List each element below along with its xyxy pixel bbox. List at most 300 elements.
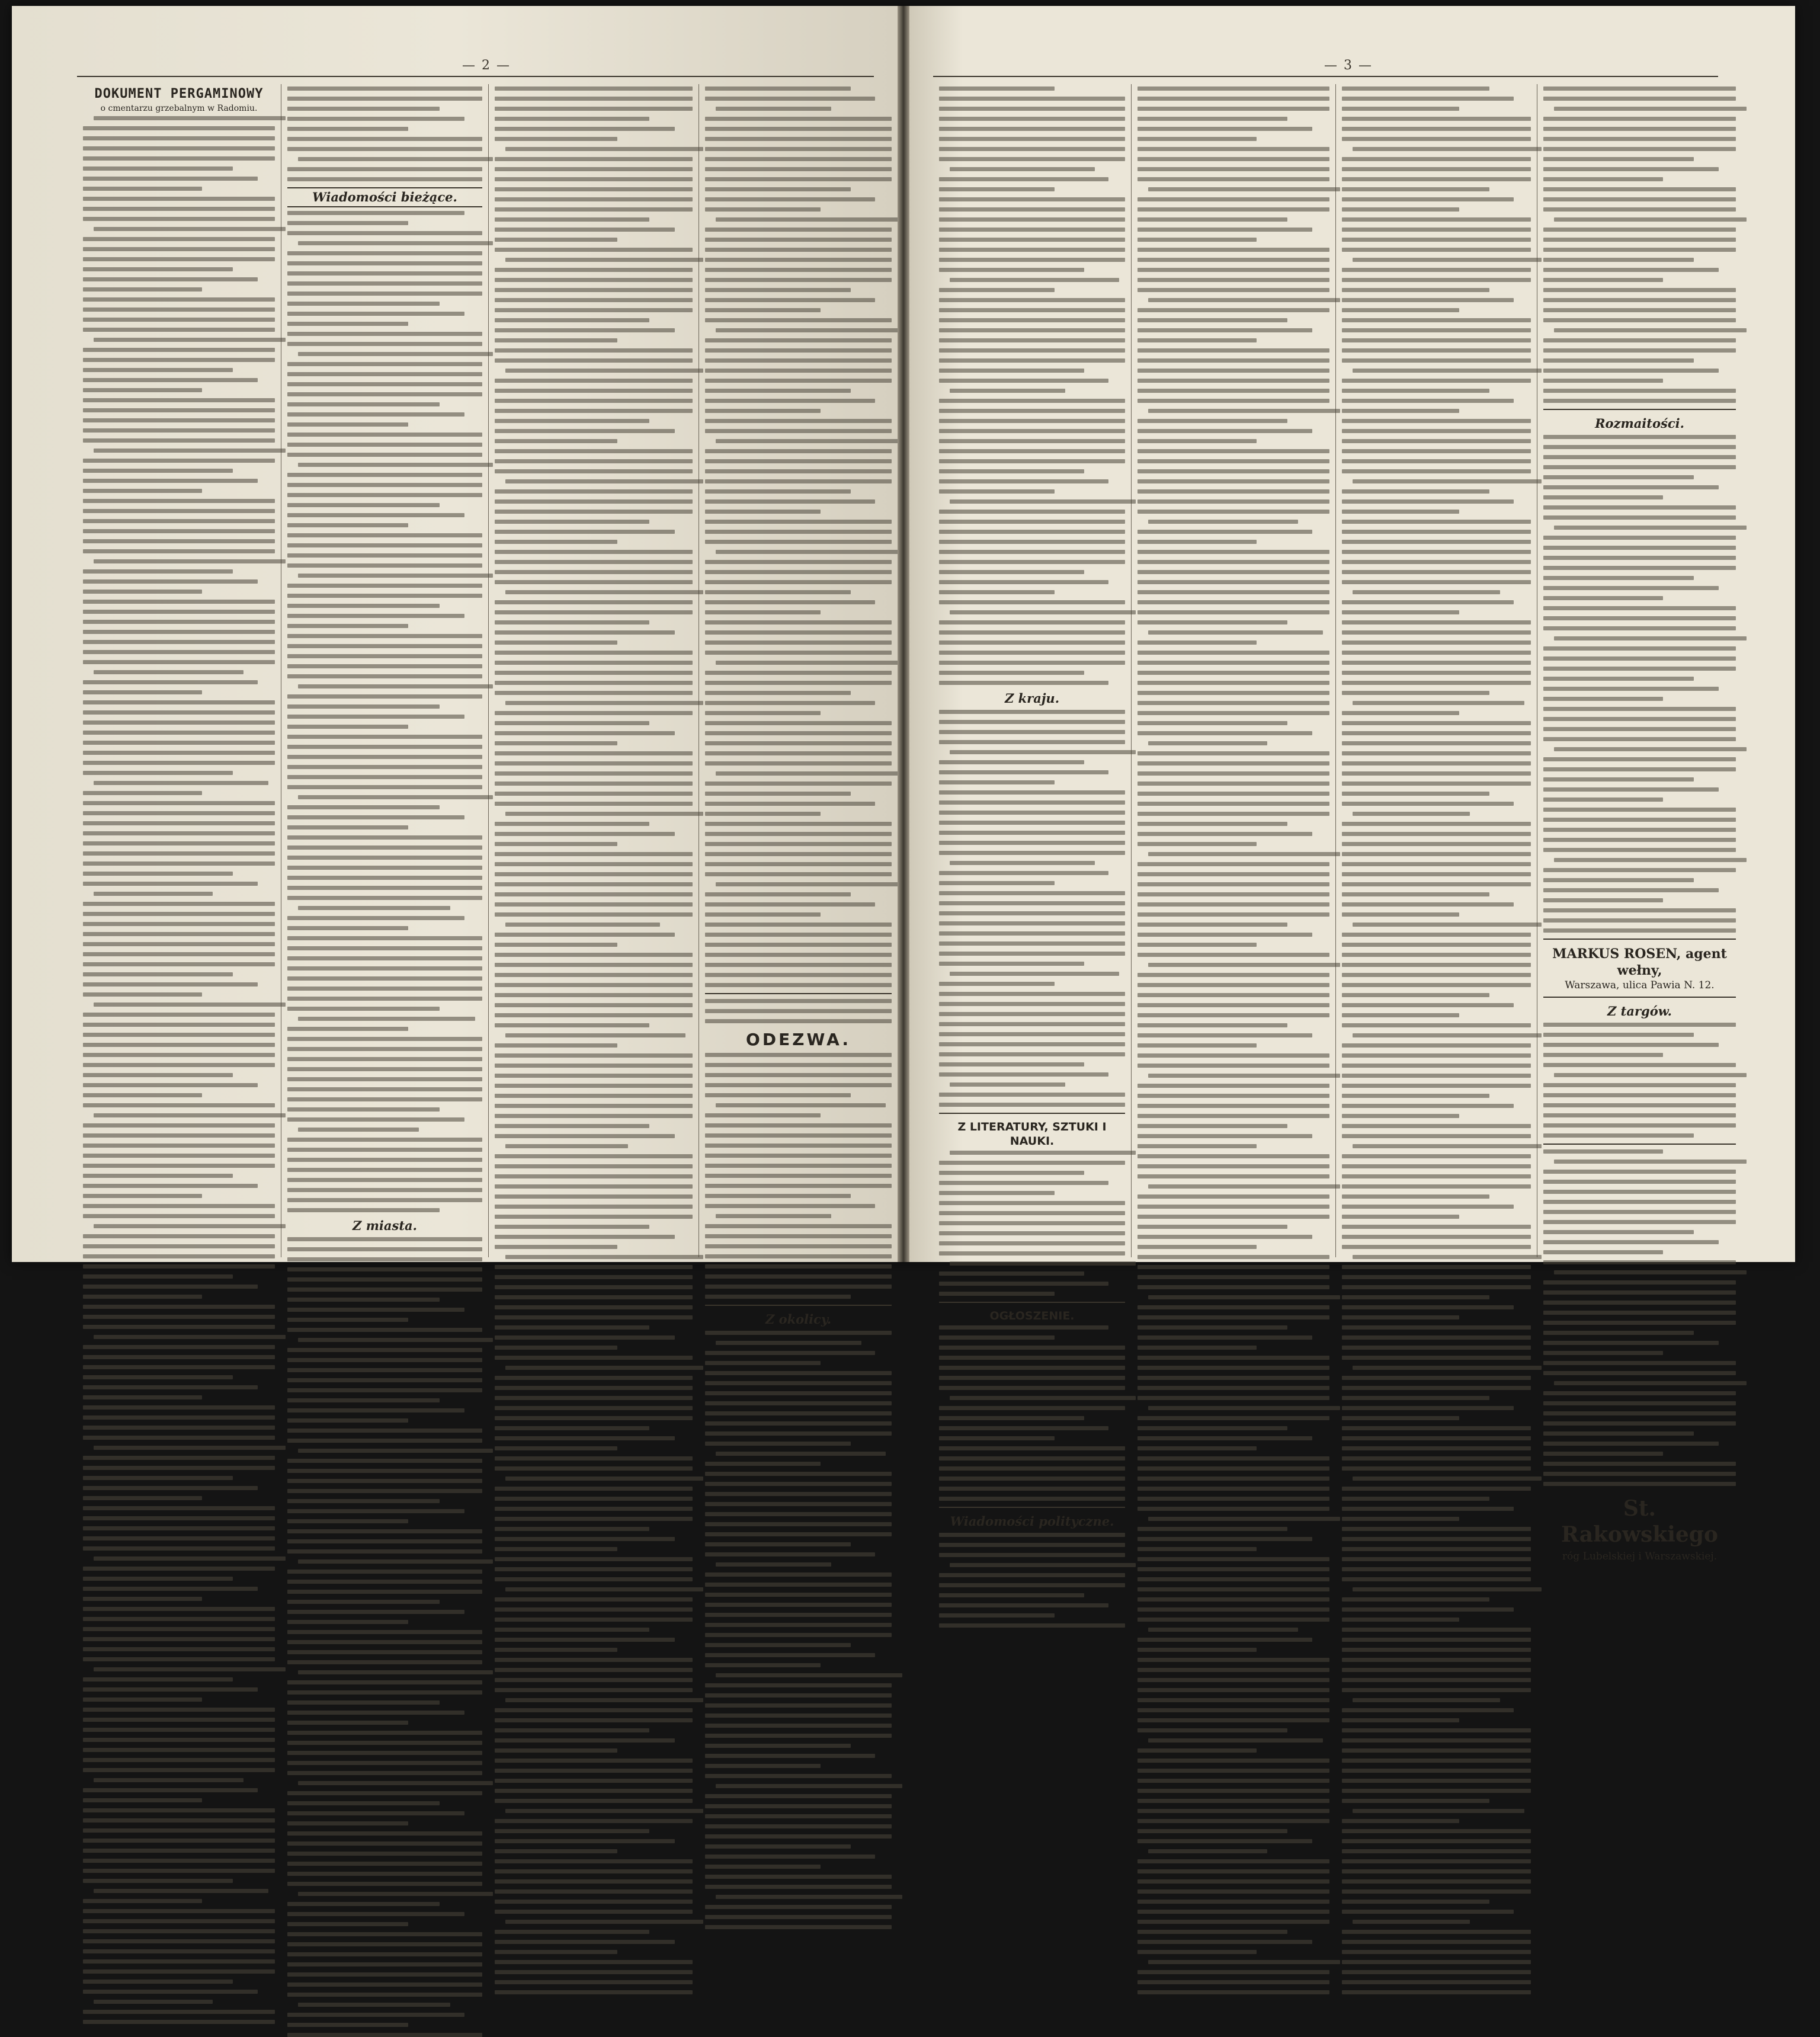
text-line bbox=[287, 553, 482, 558]
text-line bbox=[939, 348, 1125, 353]
appeal-heading: ODEZWA. bbox=[746, 1030, 851, 1049]
text-line bbox=[1138, 1376, 1329, 1380]
text-line bbox=[1342, 620, 1531, 624]
text-line bbox=[1138, 358, 1329, 363]
text-line bbox=[1138, 640, 1257, 645]
text-line bbox=[1543, 1149, 1663, 1154]
text-line bbox=[1342, 1980, 1531, 1984]
text-line bbox=[705, 1123, 892, 1128]
text-line bbox=[705, 540, 892, 544]
text-line bbox=[1138, 1466, 1329, 1471]
text-line bbox=[1342, 348, 1531, 353]
text-line bbox=[705, 973, 892, 977]
text-line bbox=[287, 1237, 482, 1241]
text-line bbox=[705, 1411, 892, 1415]
text-line bbox=[495, 459, 693, 463]
divider bbox=[1543, 997, 1736, 998]
text-line bbox=[705, 1703, 892, 1708]
text-line bbox=[495, 1154, 693, 1158]
text-line bbox=[83, 1808, 275, 1812]
text-line bbox=[495, 429, 675, 433]
text-line bbox=[939, 800, 1125, 805]
text-line bbox=[495, 520, 649, 524]
text-line bbox=[1148, 1738, 1323, 1743]
text-line bbox=[1138, 1718, 1329, 1722]
text-line bbox=[83, 1285, 258, 1289]
text-line bbox=[1543, 777, 1694, 782]
text-line bbox=[83, 1657, 275, 1661]
text-line bbox=[1353, 590, 1500, 594]
article-title: DOKUMENT PERGAMINOWY bbox=[94, 87, 264, 101]
text-line bbox=[83, 1516, 275, 1520]
text-line bbox=[939, 197, 1125, 201]
text-line bbox=[939, 871, 1108, 875]
text-line bbox=[939, 881, 1055, 885]
text-line bbox=[705, 630, 892, 635]
text-line bbox=[1543, 1311, 1736, 1315]
text-line bbox=[705, 902, 875, 907]
text-line bbox=[505, 1366, 703, 1370]
text-line bbox=[83, 257, 275, 261]
text-line bbox=[1342, 1074, 1531, 1078]
text-line bbox=[1342, 328, 1531, 332]
text-line bbox=[287, 1539, 482, 1543]
text-line bbox=[83, 1436, 275, 1440]
text-line bbox=[939, 1426, 1108, 1430]
text-line bbox=[939, 1335, 1055, 1340]
text-line bbox=[1138, 459, 1329, 463]
text-line bbox=[287, 412, 464, 417]
text-line bbox=[1138, 207, 1329, 212]
text-line bbox=[495, 1497, 693, 1501]
text-line bbox=[705, 127, 892, 131]
text-line bbox=[1353, 1366, 1542, 1370]
text-line bbox=[1138, 1930, 1287, 1934]
text-line bbox=[83, 1274, 233, 1279]
text-line bbox=[83, 620, 275, 624]
text-line bbox=[287, 694, 482, 699]
text-line bbox=[495, 1950, 617, 1954]
text-line bbox=[939, 238, 1125, 242]
text-line bbox=[1342, 832, 1531, 836]
text-line bbox=[950, 972, 1119, 976]
text-line bbox=[1342, 862, 1531, 866]
text-line bbox=[287, 1630, 482, 1634]
text-line bbox=[83, 1355, 275, 1359]
text-line bbox=[83, 1073, 233, 1077]
text-line bbox=[83, 831, 275, 835]
text-line bbox=[287, 1660, 482, 1664]
text-line bbox=[1138, 479, 1329, 483]
text-line bbox=[1342, 399, 1514, 403]
text-line bbox=[1543, 1462, 1736, 1466]
text-line bbox=[705, 1431, 892, 1436]
text-line bbox=[1543, 515, 1736, 520]
text-line bbox=[1342, 1900, 1489, 1904]
text-line bbox=[1138, 771, 1329, 776]
text-line bbox=[287, 211, 464, 215]
section-heading: Z miasta. bbox=[353, 1218, 417, 1233]
text-line bbox=[287, 976, 482, 981]
text-line bbox=[83, 872, 233, 876]
text-line bbox=[1138, 570, 1329, 574]
text-line bbox=[705, 1552, 875, 1556]
text-line bbox=[505, 1255, 703, 1259]
text-line bbox=[1138, 973, 1329, 977]
text-line bbox=[495, 1245, 617, 1249]
text-line bbox=[287, 1158, 482, 1162]
text-line bbox=[495, 1708, 693, 1712]
text-line bbox=[83, 1184, 258, 1188]
text-line bbox=[939, 439, 1125, 443]
text-line bbox=[83, 590, 202, 594]
text-line bbox=[1342, 711, 1459, 715]
text-line bbox=[1342, 933, 1531, 937]
text-line bbox=[287, 1791, 482, 1795]
text-line bbox=[939, 1533, 1125, 1537]
text-line bbox=[83, 237, 275, 241]
text-line bbox=[495, 1003, 693, 1007]
text-line bbox=[705, 953, 892, 957]
text-line bbox=[939, 369, 1084, 373]
text-line bbox=[83, 1788, 258, 1792]
text-line bbox=[1138, 399, 1329, 403]
text-line bbox=[287, 1107, 440, 1112]
text-line bbox=[950, 1151, 1136, 1155]
text-line bbox=[1138, 651, 1329, 655]
text-line bbox=[495, 469, 693, 473]
text-block bbox=[705, 87, 892, 987]
text-line bbox=[287, 2033, 482, 2037]
text-line bbox=[495, 137, 617, 141]
text-line bbox=[1138, 1275, 1329, 1279]
text-line bbox=[495, 1960, 693, 1964]
text-line bbox=[939, 399, 1125, 403]
text-line bbox=[1138, 1497, 1329, 1501]
text-line bbox=[287, 1148, 482, 1152]
text-line bbox=[939, 770, 1108, 774]
text-line bbox=[287, 997, 482, 1001]
text-line bbox=[1342, 1184, 1531, 1189]
text-line bbox=[705, 1814, 892, 1818]
text-line bbox=[83, 660, 275, 664]
text-line bbox=[495, 1315, 693, 1319]
text-line bbox=[83, 1385, 258, 1389]
text-line bbox=[1342, 1446, 1531, 1450]
text-line bbox=[83, 1627, 275, 1631]
text-line bbox=[705, 1391, 892, 1395]
text-line bbox=[1138, 530, 1312, 534]
text-line bbox=[1138, 792, 1329, 796]
text-line bbox=[83, 217, 275, 221]
header-rule bbox=[933, 76, 1718, 77]
text-line bbox=[287, 1519, 408, 1523]
text-line bbox=[1138, 1950, 1257, 1954]
text-line bbox=[1138, 1356, 1329, 1360]
text-line bbox=[495, 1889, 693, 1894]
text-line bbox=[83, 610, 275, 614]
text-line bbox=[83, 650, 275, 654]
text-line bbox=[939, 720, 1125, 724]
text-line bbox=[705, 1713, 892, 1718]
text-line bbox=[287, 1590, 482, 1594]
text-line bbox=[705, 1502, 892, 1506]
text-line bbox=[83, 1093, 202, 1097]
text-line bbox=[1138, 1194, 1329, 1199]
text-block bbox=[705, 1053, 892, 1299]
text-line bbox=[287, 1117, 464, 1122]
text-line bbox=[705, 228, 892, 232]
text-line bbox=[287, 1208, 440, 1212]
text-line bbox=[1138, 177, 1329, 181]
text-line bbox=[1342, 1628, 1531, 1632]
section-heading: Z targów. bbox=[1607, 1004, 1672, 1018]
text-line bbox=[1138, 1174, 1329, 1178]
text-line bbox=[495, 1325, 649, 1330]
text-line bbox=[939, 429, 1125, 433]
text-line bbox=[1342, 338, 1531, 342]
text-line bbox=[1342, 1688, 1531, 1692]
text-line bbox=[94, 1889, 268, 1893]
text-line bbox=[1543, 288, 1736, 292]
text-line bbox=[287, 402, 440, 406]
text-line bbox=[1342, 1346, 1531, 1350]
text-line bbox=[495, 1164, 693, 1168]
text-line bbox=[1342, 1205, 1514, 1209]
text-line bbox=[1342, 1779, 1531, 1783]
text-line bbox=[287, 1841, 482, 1846]
text-line bbox=[939, 1376, 1125, 1380]
book-gutter bbox=[898, 6, 909, 1262]
text-line bbox=[83, 962, 275, 966]
text-line bbox=[1543, 1190, 1736, 1194]
text-line bbox=[705, 489, 851, 494]
text-line bbox=[939, 318, 1125, 322]
text-line bbox=[83, 1053, 275, 1057]
text-line bbox=[1138, 1638, 1312, 1642]
text-line bbox=[1138, 943, 1257, 947]
text-line bbox=[1342, 1043, 1531, 1048]
text-line bbox=[939, 1292, 1055, 1296]
text-line bbox=[705, 1875, 892, 1879]
text-line bbox=[495, 97, 693, 101]
text-line bbox=[495, 892, 693, 896]
text-line bbox=[83, 851, 275, 856]
text-line bbox=[495, 1648, 617, 1652]
text-line bbox=[1148, 852, 1340, 856]
text-line bbox=[495, 228, 675, 232]
text-line bbox=[287, 1037, 482, 1041]
text-line bbox=[495, 1426, 649, 1430]
section-heading: Z LITERATURY, SZTUKI I NAUKI. bbox=[957, 1120, 1107, 1148]
text-line bbox=[939, 891, 1125, 895]
text-line bbox=[83, 1415, 275, 1420]
text-line bbox=[495, 1335, 675, 1340]
text-line bbox=[1543, 1401, 1736, 1405]
text-line bbox=[1543, 1250, 1663, 1254]
text-line bbox=[1543, 1472, 1736, 1476]
text-line bbox=[1342, 943, 1531, 947]
text-line bbox=[1342, 1748, 1531, 1753]
text-line bbox=[705, 1274, 892, 1279]
text-line bbox=[705, 1063, 892, 1067]
advert-name: MARKUS ROSEN, agent wełny, bbox=[1552, 946, 1727, 978]
text-line bbox=[939, 409, 1125, 413]
text-line bbox=[495, 1074, 693, 1078]
text-line bbox=[1342, 842, 1531, 846]
text-line bbox=[716, 1103, 886, 1107]
text-line bbox=[1342, 298, 1514, 302]
text-line bbox=[705, 832, 892, 836]
text-line bbox=[287, 1509, 464, 1513]
text-line bbox=[298, 1017, 475, 1021]
text-line bbox=[705, 97, 875, 101]
text-line bbox=[495, 1174, 693, 1178]
text-line bbox=[1342, 1557, 1531, 1561]
text-line bbox=[287, 1862, 482, 1866]
text-line bbox=[1138, 147, 1329, 151]
text-line bbox=[1342, 117, 1531, 121]
text-line bbox=[495, 1104, 693, 1108]
text-line bbox=[1543, 878, 1694, 882]
text-line bbox=[939, 1356, 1125, 1360]
text-line bbox=[1353, 1255, 1542, 1259]
text-line bbox=[287, 1640, 482, 1644]
text-line bbox=[1138, 1245, 1257, 1249]
text-line bbox=[83, 1828, 275, 1833]
text-line bbox=[1342, 1497, 1489, 1501]
text-line bbox=[287, 261, 482, 265]
text-line bbox=[83, 1013, 275, 1017]
text-line bbox=[1138, 1607, 1329, 1612]
text-line bbox=[287, 1882, 482, 1886]
text-line bbox=[1342, 1225, 1531, 1229]
text-line bbox=[1543, 818, 1736, 822]
text-line bbox=[287, 715, 464, 719]
text-line bbox=[1138, 379, 1329, 383]
text-line bbox=[505, 1809, 703, 1813]
text-line bbox=[1543, 117, 1736, 121]
text-line bbox=[1138, 1315, 1329, 1319]
text-line bbox=[287, 1318, 408, 1322]
text-line bbox=[287, 1408, 464, 1413]
text-line bbox=[1543, 207, 1736, 212]
text-line bbox=[83, 2010, 275, 2014]
text-line bbox=[287, 664, 482, 668]
text-line bbox=[287, 322, 408, 326]
text-line bbox=[1138, 1779, 1329, 1783]
text-line bbox=[287, 1348, 482, 1352]
text-line bbox=[287, 1721, 408, 1725]
text-line bbox=[298, 1670, 493, 1674]
text-line bbox=[83, 710, 275, 715]
text-line bbox=[287, 1549, 482, 1554]
text-line bbox=[1342, 87, 1489, 91]
text-line bbox=[705, 1663, 821, 1667]
text-line bbox=[705, 842, 892, 846]
text-line bbox=[705, 923, 892, 927]
text-line bbox=[83, 1264, 275, 1269]
text-line bbox=[83, 489, 202, 493]
text-line bbox=[83, 1698, 202, 1702]
text-line bbox=[495, 1436, 675, 1440]
text-line bbox=[83, 1033, 275, 1037]
text-line bbox=[1148, 963, 1340, 967]
text-line bbox=[287, 473, 482, 477]
page-number-left: — 2 — bbox=[462, 58, 511, 73]
text-line bbox=[939, 811, 1125, 815]
text-line bbox=[1543, 358, 1694, 363]
text-line bbox=[83, 1728, 275, 1732]
text-line bbox=[287, 1479, 482, 1483]
text-line bbox=[705, 671, 892, 675]
text-line bbox=[83, 932, 275, 936]
text-line bbox=[505, 590, 703, 594]
text-line bbox=[939, 740, 1125, 744]
text-line bbox=[705, 1603, 892, 1607]
advert-text bbox=[1543, 1149, 1736, 1486]
text-line bbox=[287, 483, 482, 487]
text-line bbox=[495, 399, 693, 403]
text-line bbox=[1543, 908, 1736, 912]
text-line bbox=[495, 1900, 693, 1904]
text-line bbox=[939, 661, 1125, 665]
text-line bbox=[1353, 812, 1470, 816]
text-line bbox=[495, 419, 649, 423]
text-line bbox=[495, 1265, 693, 1269]
text-line bbox=[1138, 1839, 1312, 1843]
text-line bbox=[287, 1690, 482, 1695]
text-line bbox=[1138, 1255, 1329, 1259]
text-line bbox=[1342, 1094, 1489, 1098]
text-line bbox=[1342, 560, 1531, 564]
text-line bbox=[1138, 610, 1329, 614]
text-line bbox=[939, 640, 1125, 645]
text-line bbox=[1342, 167, 1531, 171]
text-line bbox=[495, 902, 693, 907]
text-line bbox=[1342, 1295, 1489, 1299]
text-line bbox=[1138, 782, 1329, 786]
text-line bbox=[705, 1361, 821, 1365]
text-line bbox=[1342, 1154, 1531, 1158]
text-line bbox=[287, 654, 482, 658]
text-line bbox=[705, 741, 892, 745]
text-line bbox=[1353, 1809, 1524, 1813]
text-line bbox=[1543, 505, 1736, 510]
text-line bbox=[1138, 308, 1329, 312]
column-1 bbox=[933, 84, 1132, 1529]
text-line bbox=[1342, 1658, 1531, 1662]
text-line bbox=[83, 992, 202, 997]
text-line bbox=[1342, 1728, 1531, 1732]
text-line bbox=[1138, 117, 1287, 121]
text-line bbox=[83, 1234, 275, 1238]
page-right bbox=[909, 6, 1795, 1562]
text-line bbox=[287, 1027, 408, 1031]
text-line bbox=[1138, 620, 1287, 624]
text-line bbox=[287, 1902, 440, 1906]
text-line bbox=[939, 931, 1125, 936]
text-line bbox=[716, 550, 902, 554]
text-line bbox=[287, 735, 482, 739]
text-line bbox=[939, 419, 1125, 423]
text-line bbox=[1353, 1698, 1500, 1702]
text-line bbox=[939, 489, 1055, 494]
text-line bbox=[495, 1557, 693, 1561]
text-line bbox=[1138, 872, 1329, 876]
text-line bbox=[1342, 137, 1531, 141]
text-line bbox=[505, 479, 703, 483]
